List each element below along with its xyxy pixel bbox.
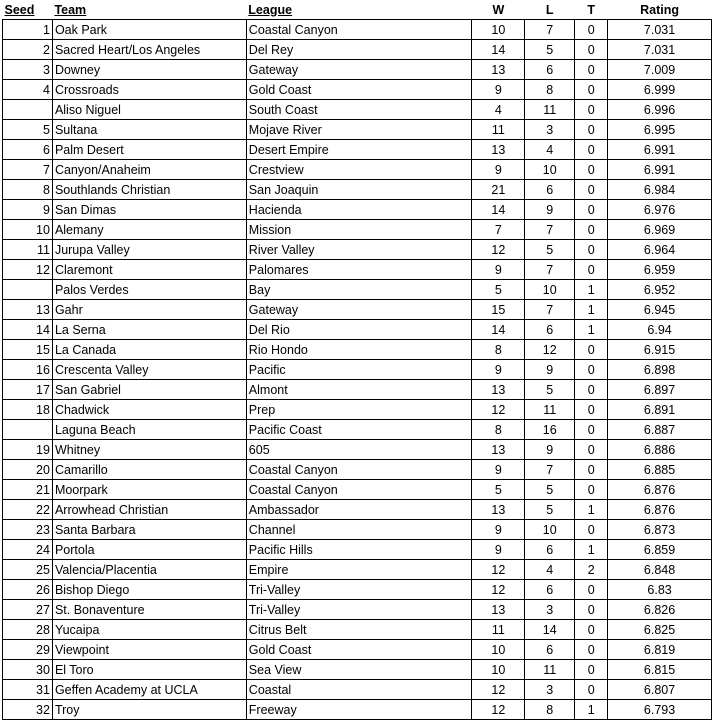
league-cell[interactable]: Almont [246,380,472,400]
wins-cell[interactable]: 13 [472,140,525,160]
team-cell[interactable]: Palos Verdes [52,280,246,300]
seed-cell[interactable]: 10 [3,220,53,240]
team-cell[interactable]: Claremont [52,260,246,280]
ties-cell[interactable]: 0 [575,80,608,100]
wins-cell[interactable]: 12 [472,400,525,420]
seed-cell[interactable]: 13 [3,300,53,320]
ties-cell[interactable]: 1 [575,500,608,520]
losses-cell[interactable]: 10 [525,520,575,540]
table-row[interactable] [3,460,712,480]
wins-cell[interactable]: 14 [472,40,525,60]
seed-cell[interactable]: 6 [3,140,53,160]
wins-cell[interactable]: 13 [472,60,525,80]
table-row[interactable] [3,240,712,260]
ties-cell[interactable]: 0 [575,580,608,600]
team-cell[interactable]: Palm Desert [52,140,246,160]
losses-cell[interactable]: 8 [525,80,575,100]
table-row[interactable] [3,660,712,680]
header-row [3,0,712,20]
rating-cell[interactable]: 6.991 [608,160,712,180]
wins-cell[interactable]: 11 [472,120,525,140]
league-cell[interactable]: Palomares [246,260,472,280]
losses-cell[interactable]: 6 [525,180,575,200]
seed-cell[interactable]: 26 [3,580,53,600]
wins-cell[interactable]: 8 [472,340,525,360]
losses-cell[interactable]: 3 [525,600,575,620]
table-row[interactable] [3,420,712,440]
table-row[interactable] [3,280,712,300]
table-row[interactable] [3,220,712,240]
rating-cell[interactable]: 6.887 [608,420,712,440]
wins-cell[interactable]: 9 [472,360,525,380]
ties-cell[interactable]: 1 [575,700,608,720]
losses-cell[interactable]: 16 [525,420,575,440]
losses-cell[interactable]: 3 [525,680,575,700]
rating-cell[interactable]: 6.898 [608,360,712,380]
rating-column-header[interactable]: Rating [608,0,712,20]
league-cell[interactable]: Gateway [246,300,472,320]
losses-cell[interactable]: 8 [525,700,575,720]
league-cell[interactable]: Sea View [246,660,472,680]
wins-cell[interactable]: 11 [472,620,525,640]
losses-cell[interactable]: 4 [525,140,575,160]
team-cell[interactable]: Yucaipa [52,620,246,640]
losses-cell[interactable]: 3 [525,120,575,140]
team-cell[interactable]: Portola [52,540,246,560]
losses-cell[interactable]: 9 [525,360,575,380]
table-row[interactable] [3,140,712,160]
ties-cell[interactable]: 0 [575,240,608,260]
wins-cell[interactable]: 10 [472,660,525,680]
rating-cell[interactable]: 7.031 [608,20,712,40]
ties-cell[interactable]: 1 [575,300,608,320]
wins-cell[interactable]: 12 [472,580,525,600]
league-cell[interactable]: Empire [246,560,472,580]
team-cell[interactable]: Bishop Diego [52,580,246,600]
ties-cell[interactable]: 0 [575,620,608,640]
rankings-table [2,0,712,720]
team-cell[interactable]: Camarillo [52,460,246,480]
rating-cell[interactable]: 6.848 [608,560,712,580]
table-row[interactable] [3,620,712,640]
league-cell[interactable]: Desert Empire [246,140,472,160]
team-cell[interactable]: Chadwick [52,400,246,420]
rating-cell[interactable]: 6.991 [608,140,712,160]
seed-cell[interactable]: 18 [3,400,53,420]
wins-cell[interactable]: 8 [472,420,525,440]
league-cell[interactable]: Ambassador [246,500,472,520]
league-cell[interactable]: Hacienda [246,200,472,220]
ties-cell[interactable]: 0 [575,260,608,280]
table-row[interactable] [3,580,712,600]
wins-cell[interactable]: 9 [472,160,525,180]
league-cell[interactable]: Coastal Canyon [246,460,472,480]
rating-cell[interactable]: 6.976 [608,200,712,220]
wins-cell[interactable]: 15 [472,300,525,320]
team-cell[interactable]: St. Bonaventure [52,600,246,620]
rating-cell[interactable]: 6.959 [608,260,712,280]
seed-cell[interactable]: 17 [3,380,53,400]
team-cell[interactable]: San Dimas [52,200,246,220]
league-cell[interactable]: Pacific [246,360,472,380]
team-cell[interactable]: Moorpark [52,480,246,500]
seed-cell[interactable]: 3 [3,60,53,80]
league-cell[interactable]: South Coast [246,100,472,120]
ties-cell[interactable]: 0 [575,520,608,540]
team-cell[interactable]: La Serna [52,320,246,340]
table-row[interactable] [3,480,712,500]
rating-cell[interactable]: 6.807 [608,680,712,700]
table-row[interactable] [3,200,712,220]
wins-cell[interactable]: 14 [472,200,525,220]
team-cell[interactable]: Sultana [52,120,246,140]
league-cell[interactable]: Coastal [246,680,472,700]
team-cell[interactable]: Crossroads [52,80,246,100]
losses-cell[interactable]: 6 [525,320,575,340]
ties-cell[interactable]: 0 [575,460,608,480]
table-row[interactable] [3,400,712,420]
losses-cell[interactable]: 6 [525,640,575,660]
ties-cell[interactable]: 0 [575,40,608,60]
seed-cell[interactable]: 5 [3,120,53,140]
seed-cell[interactable]: 27 [3,600,53,620]
seed-cell[interactable]: 19 [3,440,53,460]
table-row[interactable] [3,700,712,720]
team-cell[interactable]: Sacred Heart/Los Angeles [52,40,246,60]
ties-cell[interactable]: 0 [575,160,608,180]
ties-cell[interactable]: 0 [575,380,608,400]
team-column-header[interactable]: Team [52,0,246,20]
wins-cell[interactable]: 13 [472,440,525,460]
losses-column-header[interactable]: L [525,0,575,20]
ties-cell[interactable]: 1 [575,320,608,340]
rating-cell[interactable]: 6.825 [608,620,712,640]
losses-cell[interactable]: 10 [525,280,575,300]
league-cell[interactable]: Tri-Valley [246,600,472,620]
wins-cell[interactable]: 12 [472,700,525,720]
ties-cell[interactable]: 0 [575,220,608,240]
losses-cell[interactable]: 11 [525,660,575,680]
losses-cell[interactable]: 9 [525,200,575,220]
table-row[interactable] [3,600,712,620]
wins-cell[interactable]: 10 [472,20,525,40]
league-cell[interactable]: Pacific Hills [246,540,472,560]
ties-cell[interactable]: 0 [575,180,608,200]
rating-cell[interactable]: 6.999 [608,80,712,100]
team-cell[interactable]: Viewpoint [52,640,246,660]
seed-cell[interactable]: 23 [3,520,53,540]
team-cell[interactable]: Laguna Beach [52,420,246,440]
losses-cell[interactable]: 5 [525,480,575,500]
wins-cell[interactable]: 10 [472,640,525,660]
table-row[interactable] [3,520,712,540]
ties-cell[interactable]: 2 [575,560,608,580]
seed-cell[interactable]: 32 [3,700,53,720]
seed-cell[interactable]: 29 [3,640,53,660]
league-cell[interactable]: Bay [246,280,472,300]
seed-cell[interactable]: 21 [3,480,53,500]
league-cell[interactable]: River Valley [246,240,472,260]
table-row[interactable] [3,260,712,280]
league-cell[interactable]: Coastal Canyon [246,480,472,500]
losses-cell[interactable]: 7 [525,300,575,320]
team-cell[interactable]: Downey [52,60,246,80]
table-row[interactable] [3,380,712,400]
league-cell[interactable]: Gold Coast [246,80,472,100]
rating-cell[interactable]: 6.819 [608,640,712,660]
rating-cell[interactable]: 6.891 [608,400,712,420]
table-row[interactable] [3,360,712,380]
wins-cell[interactable]: 4 [472,100,525,120]
wins-cell[interactable]: 13 [472,500,525,520]
table-row[interactable] [3,500,712,520]
league-cell[interactable]: Del Rey [246,40,472,60]
rating-cell[interactable]: 6.94 [608,320,712,340]
ties-cell[interactable]: 0 [575,200,608,220]
seed-cell[interactable]: 31 [3,680,53,700]
table-row[interactable] [3,120,712,140]
ties-cell[interactable]: 0 [575,640,608,660]
team-cell[interactable]: Oak Park [52,20,246,40]
rating-cell[interactable]: 6.945 [608,300,712,320]
table-row[interactable] [3,20,712,40]
team-cell[interactable]: Troy [52,700,246,720]
ties-cell[interactable]: 1 [575,280,608,300]
team-cell[interactable]: Canyon/Anaheim [52,160,246,180]
rating-cell[interactable]: 6.984 [608,180,712,200]
wins-cell[interactable]: 5 [472,280,525,300]
table-row[interactable] [3,100,712,120]
wins-cell[interactable]: 9 [472,260,525,280]
table-row[interactable] [3,680,712,700]
league-cell[interactable]: Citrus Belt [246,620,472,640]
seed-cell[interactable]: 15 [3,340,53,360]
losses-cell[interactable]: 7 [525,220,575,240]
wins-cell[interactable]: 13 [472,600,525,620]
rating-cell[interactable]: 6.873 [608,520,712,540]
league-cell[interactable]: Tri-Valley [246,580,472,600]
wins-cell[interactable]: 9 [472,540,525,560]
seed-cell[interactable]: 16 [3,360,53,380]
seed-column-header[interactable]: Seed [3,0,53,20]
rating-cell[interactable]: 6.83 [608,580,712,600]
seed-cell[interactable]: 4 [3,80,53,100]
league-cell[interactable]: Rio Hondo [246,340,472,360]
wins-cell[interactable]: 13 [472,380,525,400]
ties-cell[interactable]: 0 [575,340,608,360]
losses-cell[interactable]: 5 [525,40,575,60]
table-row[interactable] [3,300,712,320]
losses-cell[interactable]: 5 [525,500,575,520]
table-row[interactable] [3,540,712,560]
seed-cell[interactable]: 20 [3,460,53,480]
rating-cell[interactable]: 6.876 [608,480,712,500]
ties-cell[interactable]: 0 [575,60,608,80]
wins-cell[interactable]: 9 [472,520,525,540]
team-cell[interactable]: Santa Barbara [52,520,246,540]
team-cell[interactable]: Southlands Christian [52,180,246,200]
rating-cell[interactable]: 6.859 [608,540,712,560]
seed-cell[interactable]: 25 [3,560,53,580]
table-row[interactable] [3,180,712,200]
seed-cell[interactable]: 9 [3,200,53,220]
team-cell[interactable]: Valencia/Placentia [52,560,246,580]
rating-cell[interactable]: 6.964 [608,240,712,260]
seed-cell[interactable]: 22 [3,500,53,520]
league-cell[interactable]: Del Rio [246,320,472,340]
team-cell[interactable]: Alemany [52,220,246,240]
league-cell[interactable]: 605 [246,440,472,460]
table-row[interactable] [3,340,712,360]
table-row[interactable] [3,80,712,100]
table-row[interactable] [3,560,712,580]
rating-cell[interactable]: 6.897 [608,380,712,400]
losses-cell[interactable]: 7 [525,260,575,280]
team-cell[interactable]: Arrowhead Christian [52,500,246,520]
losses-cell[interactable]: 6 [525,540,575,560]
league-cell[interactable]: Pacific Coast [246,420,472,440]
seed-cell[interactable]: 12 [3,260,53,280]
team-cell[interactable]: Whitney [52,440,246,460]
league-cell[interactable]: Coastal Canyon [246,20,472,40]
rating-cell[interactable]: 6.952 [608,280,712,300]
seed-cell[interactable] [3,100,53,120]
ties-cell[interactable]: 1 [575,540,608,560]
seed-cell[interactable]: 2 [3,40,53,60]
rating-cell[interactable]: 6.969 [608,220,712,240]
losses-cell[interactable]: 14 [525,620,575,640]
wins-cell[interactable]: 21 [472,180,525,200]
team-cell[interactable]: Aliso Niguel [52,100,246,120]
losses-cell[interactable]: 11 [525,100,575,120]
team-cell[interactable]: Geffen Academy at UCLA [52,680,246,700]
team-cell[interactable]: Jurupa Valley [52,240,246,260]
rating-cell[interactable]: 6.793 [608,700,712,720]
league-cell[interactable]: Gateway [246,60,472,80]
wins-column-header[interactable]: W [472,0,525,20]
table-body [3,20,712,720]
table-row[interactable] [3,40,712,60]
seed-cell[interactable] [3,280,53,300]
seed-cell[interactable]: 28 [3,620,53,640]
table-row[interactable] [3,440,712,460]
league-cell[interactable]: San Joaquin [246,180,472,200]
ties-cell[interactable]: 0 [575,440,608,460]
wins-cell[interactable]: 5 [472,480,525,500]
losses-cell[interactable]: 7 [525,460,575,480]
losses-cell[interactable]: 5 [525,240,575,260]
seed-cell[interactable]: 14 [3,320,53,340]
seed-cell[interactable]: 1 [3,20,53,40]
losses-cell[interactable]: 7 [525,20,575,40]
seed-cell[interactable] [3,420,53,440]
ties-cell[interactable]: 0 [575,20,608,40]
ties-cell[interactable]: 0 [575,600,608,620]
league-cell[interactable]: Prep [246,400,472,420]
league-cell[interactable]: Mission [246,220,472,240]
seed-cell[interactable]: 7 [3,160,53,180]
league-cell[interactable]: Channel [246,520,472,540]
losses-cell[interactable]: 12 [525,340,575,360]
team-cell[interactable]: Crescenta Valley [52,360,246,380]
team-cell[interactable]: La Canada [52,340,246,360]
ties-cell[interactable]: 0 [575,140,608,160]
wins-cell[interactable]: 12 [472,560,525,580]
rating-cell[interactable]: 6.815 [608,660,712,680]
ties-cell[interactable]: 0 [575,420,608,440]
rating-cell[interactable]: 6.915 [608,340,712,360]
ties-cell[interactable]: 0 [575,120,608,140]
league-cell[interactable]: Mojave River [246,120,472,140]
table-row[interactable] [3,60,712,80]
team-cell[interactable]: El Toro [52,660,246,680]
wins-cell[interactable]: 12 [472,680,525,700]
losses-cell[interactable]: 11 [525,400,575,420]
league-cell[interactable]: Gold Coast [246,640,472,660]
wins-cell[interactable]: 14 [472,320,525,340]
wins-cell[interactable]: 7 [472,220,525,240]
ties-cell[interactable]: 0 [575,400,608,420]
losses-cell[interactable]: 4 [525,560,575,580]
wins-cell[interactable]: 9 [472,460,525,480]
wins-cell[interactable]: 12 [472,240,525,260]
losses-cell[interactable]: 10 [525,160,575,180]
ties-cell[interactable]: 0 [575,660,608,680]
team-cell[interactable]: Gahr [52,300,246,320]
table-row[interactable] [3,320,712,340]
ties-cell[interactable]: 0 [575,100,608,120]
rating-cell[interactable]: 7.031 [608,40,712,60]
losses-cell[interactable]: 6 [525,60,575,80]
losses-cell[interactable]: 6 [525,580,575,600]
ties-cell[interactable]: 0 [575,360,608,380]
losses-cell[interactable]: 5 [525,380,575,400]
seed-cell[interactable]: 24 [3,540,53,560]
league-cell[interactable]: Crestview [246,160,472,180]
rating-cell[interactable]: 6.995 [608,120,712,140]
seed-cell[interactable]: 8 [3,180,53,200]
table-row[interactable] [3,160,712,180]
rating-cell[interactable]: 6.826 [608,600,712,620]
rating-cell[interactable]: 6.885 [608,460,712,480]
ties-column-header[interactable]: T [575,0,608,20]
rating-cell[interactable]: 6.996 [608,100,712,120]
league-column-header[interactable]: League [246,0,472,20]
rating-cell[interactable]: 6.876 [608,500,712,520]
losses-cell[interactable]: 9 [525,440,575,460]
rating-cell[interactable]: 6.886 [608,440,712,460]
wins-cell[interactable]: 9 [472,80,525,100]
league-cell[interactable]: Freeway [246,700,472,720]
seed-cell[interactable]: 30 [3,660,53,680]
ties-cell[interactable]: 0 [575,680,608,700]
team-cell[interactable]: San Gabriel [52,380,246,400]
table-row[interactable] [3,640,712,660]
rating-cell[interactable]: 7.009 [608,60,712,80]
seed-cell[interactable]: 11 [3,240,53,260]
ties-cell[interactable]: 0 [575,480,608,500]
